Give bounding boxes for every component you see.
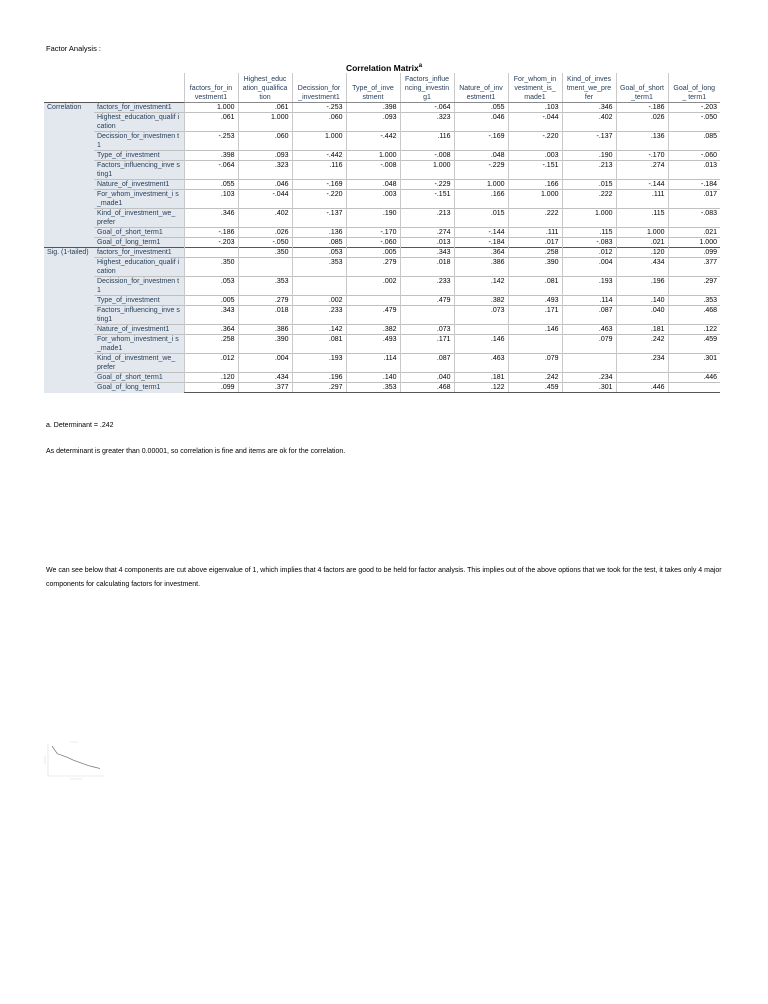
table-cell: .493 [346,335,400,354]
table-cell: .142 [454,277,508,296]
row-label: Decission_for_investmen t1 [94,132,184,151]
row-label: Factors_influencing_inve sting1 [94,306,184,325]
table-cell: -.253 [292,103,346,113]
table-cell: .301 [668,354,720,373]
table-cell: .015 [454,209,508,228]
table-row [44,228,720,238]
row-label: Type_of_investment [94,151,184,161]
table-cell: -.137 [562,132,616,151]
table-cell: .079 [508,354,562,373]
table-cell: .081 [292,335,346,354]
table-cell: .040 [616,306,668,325]
table-cell: .003 [346,190,400,209]
header-blank-cell [44,73,94,103]
table-cell: .364 [454,248,508,258]
table-cell: .459 [668,335,720,354]
table-cell: -.220 [292,190,346,209]
table-cell: .213 [562,161,616,180]
table-cell: -.083 [562,238,616,248]
table-cell: .018 [238,306,292,325]
table-cell: .120 [184,373,238,383]
table-cell: .120 [616,248,668,258]
scree-plot-thumbnail [44,740,108,780]
row-label: Highest_education_qualif ication [94,113,184,132]
table-cell: .099 [184,383,238,393]
table-cell: .181 [454,373,508,383]
table-cell: .012 [184,354,238,373]
table-cell: .093 [238,151,292,161]
table-cell: .048 [346,180,400,190]
table-cell: .258 [508,248,562,258]
table-cell [562,354,616,373]
table-cell: -.137 [292,209,346,228]
table-cell: .434 [616,258,668,277]
table-cell: .136 [616,132,668,151]
table-cell: .468 [668,306,720,325]
table-cell: .142 [292,325,346,335]
table-cell: .060 [238,132,292,151]
table-cell: .446 [668,373,720,383]
row-label: Factors_influencing_inve sting1 [94,161,184,180]
table-cell: .012 [562,248,616,258]
table-cell: .353 [668,296,720,306]
table-cell: .166 [454,190,508,209]
table-cell: .140 [346,373,400,383]
table-cell: .073 [400,325,454,335]
table-cell: .053 [292,248,346,258]
table-cell: .103 [508,103,562,113]
table-cell: .060 [292,113,346,132]
row-label: factors_for_investment1 [94,103,184,113]
table-cell: .193 [292,354,346,373]
table-row [44,277,720,296]
table-cell: .323 [400,113,454,132]
table-cell: -.220 [508,132,562,151]
table-cell: .274 [400,228,454,238]
table-cell: .242 [616,335,668,354]
table-cell: .046 [238,180,292,190]
table-cell: .398 [184,151,238,161]
table-cell: .297 [668,277,720,296]
table-cell: .122 [668,325,720,335]
table-cell: .297 [292,383,346,393]
row-label: Goal_of_long_term1 [94,383,184,393]
table-row [44,103,720,113]
table-cell: .364 [184,325,238,335]
table-cell [668,383,720,393]
table-cell: .193 [562,277,616,296]
table-cell: .085 [668,132,720,151]
table-cell: .463 [454,354,508,373]
table-cell: -.169 [454,132,508,151]
table-cell: 1.000 [346,151,400,161]
table-cell [346,296,400,306]
table-header-row [44,73,720,103]
table-cell: -.044 [238,190,292,209]
table-cell: .013 [400,238,454,248]
table-cell: 1.000 [508,190,562,209]
table-cell: .055 [454,103,508,113]
table-cell: .233 [292,306,346,325]
column-header: Goal_of_long_ term1 [668,73,720,103]
table-cell: .017 [668,190,720,209]
row-label: Goal_of_short_term1 [94,228,184,238]
table-row [44,209,720,228]
table-cell: .343 [184,306,238,325]
table-cell: .353 [238,277,292,296]
row-label: Nature_of_investment1 [94,180,184,190]
table-title-text: Correlation Matrix [345,63,419,73]
table-cell: -.170 [346,228,400,238]
table-cell: -.044 [508,113,562,132]
table-cell: .233 [400,277,454,296]
table-cell: .002 [346,277,400,296]
table-cell: -.060 [668,151,720,161]
table-cell: 1.000 [562,209,616,228]
row-label: For_whom_investment_i s_made1 [94,190,184,209]
table-cell: -.008 [400,151,454,161]
table-row [44,373,720,383]
table-cell: .017 [508,238,562,248]
table-cell: .099 [668,248,720,258]
page-heading: Factor Analysis : [46,44,102,53]
table-cell: .005 [346,248,400,258]
table-cell: -.186 [616,103,668,113]
table-cell: .093 [346,113,400,132]
table-cell: 1.000 [616,228,668,238]
table-cell: .115 [562,228,616,238]
table-cell: -.184 [668,180,720,190]
table-cell: 1.000 [292,132,346,151]
eigenvalue-paragraph: We can see below that 4 components are cut above eigenvalue of 1, which implies that 4 factors are good to be held for factor analysis. This implies out of the above options that we took for the test, it takes only 4 major components for calculating factors for investment. [46,567,722,588]
table-cell: .301 [562,383,616,393]
table-cell: .279 [238,296,292,306]
row-label: Goal_of_short_term1 [94,373,184,383]
table-cell: .222 [562,190,616,209]
table-cell: .061 [184,113,238,132]
table-cell: .085 [292,238,346,248]
table-cell: .055 [184,180,238,190]
table-cell: .114 [562,296,616,306]
column-header: Type_of_inve stment [346,73,400,103]
scree-series-line [52,746,100,769]
table-cell: .116 [400,132,454,151]
column-header: factors_for_in vestment1 [184,73,238,103]
row-label: Nature_of_investment1 [94,325,184,335]
table-row [44,180,720,190]
table-cell: .171 [400,335,454,354]
table-cell: .222 [508,209,562,228]
table-cell: .073 [454,306,508,325]
table-cell: .181 [616,325,668,335]
table-cell: .053 [184,277,238,296]
table-cell: .146 [454,335,508,354]
table-cell: .258 [184,335,238,354]
table-cell: .146 [508,325,562,335]
table-cell: .434 [238,373,292,383]
table-cell: .040 [400,373,454,383]
table-cell: .026 [616,113,668,132]
table-cell [184,248,238,258]
table-cell: 1.000 [238,113,292,132]
table-cell: .002 [292,296,346,306]
table-cell: .079 [562,335,616,354]
table-cell: 1.000 [184,103,238,113]
table-cell: .087 [400,354,454,373]
table-cell: .346 [562,103,616,113]
table-cell: .021 [616,238,668,248]
table-title [0,63,768,73]
table-cell: .015 [562,180,616,190]
column-header: For_whom_in vestment_is_ made1 [508,73,562,103]
table-cell: .190 [346,209,400,228]
table-cell: .122 [454,383,508,393]
table-cell [400,306,454,325]
table-cell: .398 [346,103,400,113]
table-cell: .459 [508,383,562,393]
table-cell: .479 [346,306,400,325]
table-cell: -.170 [616,151,668,161]
table-cell: .196 [292,373,346,383]
table-row [44,306,720,325]
table-cell: .346 [184,209,238,228]
table-cell: -.008 [346,161,400,180]
table-cell: .190 [562,151,616,161]
table-cell: .196 [616,277,668,296]
row-label: Goal_of_long_term1 [94,238,184,248]
determinant-paragraph: As determinant is greater than 0.00001, so correlation is fine and items are ok for the correlation. [46,448,346,455]
table-cell: .111 [508,228,562,238]
table-cell: .463 [562,325,616,335]
table-cell: .234 [562,373,616,383]
table-cell: 1.000 [668,238,720,248]
table-cell: .446 [616,383,668,393]
table-row [44,296,720,306]
table-cell: -.151 [400,190,454,209]
table-row [44,335,720,354]
table-cell: .013 [668,161,720,180]
row-label: Decission_for_investmen t1 [94,277,184,296]
table-cell: .402 [562,113,616,132]
correlation-matrix-table [44,73,720,393]
table-cell: .402 [238,209,292,228]
table-cell: -.064 [184,161,238,180]
table-row [44,113,720,132]
table-cell: -.144 [454,228,508,238]
table-cell: -.144 [616,180,668,190]
table-cell: .213 [400,209,454,228]
table-cell: .114 [346,354,400,373]
table-cell: .350 [184,258,238,277]
table-cell: -.184 [454,238,508,248]
table-cell: .171 [508,306,562,325]
group-label: Correlation [44,103,94,248]
table-cell: .353 [292,258,346,277]
table-cell: .382 [454,296,508,306]
table-cell: .004 [238,354,292,373]
table-cell: .350 [238,248,292,258]
table-cell: .390 [238,335,292,354]
table-cell: .087 [562,306,616,325]
table-row [44,258,720,277]
table-cell: .018 [400,258,454,277]
table-cell: .479 [400,296,454,306]
table-cell: .382 [346,325,400,335]
table-cell: .115 [616,209,668,228]
row-label: Type_of_investment [94,296,184,306]
table-cell: .061 [238,103,292,113]
table-body [44,103,720,393]
table-cell: -.203 [668,103,720,113]
table-row [44,325,720,335]
header-blank-cell [94,73,184,103]
table-cell: .111 [616,190,668,209]
table-cell: .136 [292,228,346,238]
table-cell: .048 [454,151,508,161]
table-cell: .242 [508,373,562,383]
table-row [44,238,720,248]
table-row [44,151,720,161]
table-cell: .140 [616,296,668,306]
table-cell: -.050 [668,113,720,132]
column-header: Goal_of_short _term1 [616,73,668,103]
table-cell: -.442 [292,151,346,161]
table-cell: .386 [238,325,292,335]
table-cell: -.442 [346,132,400,151]
table-cell: .343 [400,248,454,258]
table-cell: .166 [508,180,562,190]
row-label: factors_for_investment1 [94,248,184,258]
column-header: Nature_of_inv estment1 [454,73,508,103]
table-cell: .279 [346,258,400,277]
table-cell: .377 [238,383,292,393]
table-cell: .026 [238,228,292,238]
table-cell: -.253 [184,132,238,151]
table-cell [292,277,346,296]
group-label: Sig. (1-tailed) [44,248,94,393]
table-cell: .234 [616,354,668,373]
table-cell: -.050 [238,238,292,248]
table-title-superscript: a [418,63,423,70]
table-cell: -.169 [292,180,346,190]
column-header: Decission_for _investment1 [292,73,346,103]
table-cell [454,325,508,335]
table-cell: -.083 [668,209,720,228]
table-cell: -.064 [400,103,454,113]
table-cell: .353 [346,383,400,393]
table-row [44,161,720,180]
table-cell: -.203 [184,238,238,248]
table-cell: -.186 [184,228,238,238]
table-cell: .274 [616,161,668,180]
table-cell: 1.000 [400,161,454,180]
table-footnote: a. Determinant = .242 [46,422,114,429]
table-cell: -.151 [508,161,562,180]
table-row [44,248,720,258]
row-label: Kind_of_investment_we_ prefer [94,354,184,373]
table-cell: -.229 [400,180,454,190]
table-cell: 1.000 [454,180,508,190]
table-row [44,190,720,209]
table-cell: .005 [184,296,238,306]
table-cell: .323 [238,161,292,180]
table-cell: .046 [454,113,508,132]
table-cell [508,335,562,354]
column-header: Highest_educ ation_qualifica tion [238,73,292,103]
row-label: Highest_education_qualif ication [94,258,184,277]
table-cell: -.229 [454,161,508,180]
table-cell: .493 [508,296,562,306]
table-cell: .468 [400,383,454,393]
column-header: Factors_influe ncing_investin g1 [400,73,454,103]
table-cell: .386 [454,258,508,277]
table-cell: .103 [184,190,238,209]
row-label: For_whom_investment_i s_made1 [94,335,184,354]
table-cell: .004 [562,258,616,277]
table-cell: .116 [292,161,346,180]
table-cell [238,258,292,277]
table-row [44,354,720,373]
table-cell: .003 [508,151,562,161]
table-cell: .377 [668,258,720,277]
table-cell: .081 [508,277,562,296]
table-cell [616,373,668,383]
table-cell: .021 [668,228,720,238]
table-row [44,132,720,151]
table-row [44,383,720,393]
table-cell: -.060 [346,238,400,248]
column-header: Kind_of_inves tment_we_pre fer [562,73,616,103]
row-label: Kind_of_investment_we_ prefer [94,209,184,228]
table-cell: .390 [508,258,562,277]
